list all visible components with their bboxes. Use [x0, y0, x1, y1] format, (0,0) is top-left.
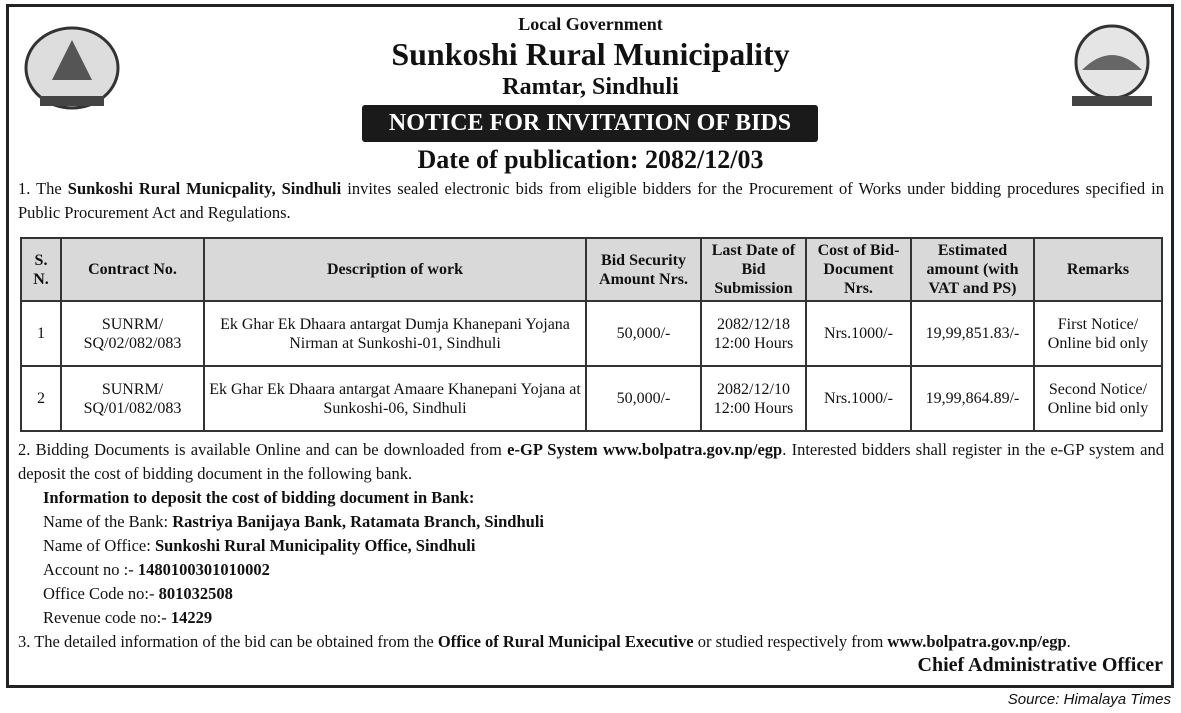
- cell: 2082/12/18 12:00 Hours: [701, 301, 806, 366]
- cell: Nrs.1000/-: [806, 301, 911, 366]
- revenue-code: Revenue code no:- 14229: [43, 608, 213, 627]
- cell: 19,99,864.89/-: [911, 366, 1034, 431]
- cell: 50,000/-: [586, 301, 701, 366]
- cell: 50,000/-: [586, 366, 701, 431]
- org-type: Local Government: [518, 14, 663, 34]
- account-number: Account no :- 1480100301010002: [43, 560, 270, 579]
- bank-info-title: Information to deposit the cost of bidding document in Bank:: [43, 488, 475, 507]
- cell: Ek Ghar Ek Dhaara antargat Dumja Khanepani Yojana Nirman at Sunkoshi-01, Sindhuli: [204, 301, 586, 366]
- municipality-name: Sunkoshi Rural Municipality: [391, 36, 790, 72]
- table-header-row: [21, 238, 1162, 301]
- paragraph-2: 2. Bidding Documents is available Online and can be downloaded from e-GP System www.bolpatra.gov.np/egp. Interested bidders shall register in the e-GP system and deposit the cost of bidding document in the following bank.: [18, 440, 1164, 483]
- cell: Nrs.1000/-: [806, 366, 911, 431]
- office-code: Office Code no:- 801032508: [43, 584, 233, 603]
- cell: SUNRM/ SQ/02/082/083: [61, 301, 204, 366]
- paragraph-1: 1. The Sunkoshi Rural Municpality, Sindhuli invites sealed electronic bids from eligible bidders for the Procurement of Works under bidding procedures specified in Public Procurement Act and Regulations.: [18, 179, 1164, 222]
- col-description: Description of work: [204, 238, 586, 301]
- cell: 2: [21, 366, 61, 431]
- table-row: [21, 301, 1162, 366]
- cell: 2082/12/10 12:00 Hours: [701, 366, 806, 431]
- cell: 19,99,851.83/-: [911, 301, 1034, 366]
- bids-table: [20, 237, 1163, 432]
- col-last-date: Last Date of Bid Submission: [701, 238, 806, 301]
- table-row: [21, 366, 1162, 431]
- municipality-location: Ramtar, Sindhuli: [502, 74, 679, 100]
- col-cost: Cost of Bid- Document Nrs.: [806, 238, 911, 301]
- notice-title: NOTICE FOR INVITATION OF BIDS: [362, 105, 818, 142]
- office-name: Name of Office: Sunkoshi Rural Municipality Office, Sindhuli: [43, 536, 476, 555]
- cell: First Notice/ Online bid only: [1034, 301, 1162, 366]
- paragraph-3: 3. The detailed information of the bid can be obtained from the Office of Rural Municipal Executive or studied respectively from www.bolpatra.gov.np/egp.: [18, 632, 1071, 651]
- signature: Chief Administrative Officer: [917, 654, 1163, 676]
- cell: Second Notice/ Online bid only: [1034, 366, 1162, 431]
- bank-name: Name of the Bank: Rastriya Banijaya Bank, Ratamata Branch, Sindhuli: [43, 512, 544, 531]
- source-credit: Source: Himalaya Times: [1007, 691, 1171, 708]
- cell: SUNRM/ SQ/01/082/083: [61, 366, 204, 431]
- col-sn: S. N.: [21, 238, 61, 301]
- col-estimate: Estimated amount (with VAT and PS): [911, 238, 1034, 301]
- col-bid-security: Bid Security Amount Nrs.: [586, 238, 701, 301]
- col-remarks: Remarks: [1034, 238, 1162, 301]
- cell: Ek Ghar Ek Dhaara antargat Amaare Khanepani Yojana at Sunkoshi-06, Sindhuli: [204, 366, 586, 431]
- publication-date: Date of publication: 2082/12/03: [417, 145, 764, 174]
- col-contract: Contract No.: [61, 238, 204, 301]
- cell: 1: [21, 301, 61, 366]
